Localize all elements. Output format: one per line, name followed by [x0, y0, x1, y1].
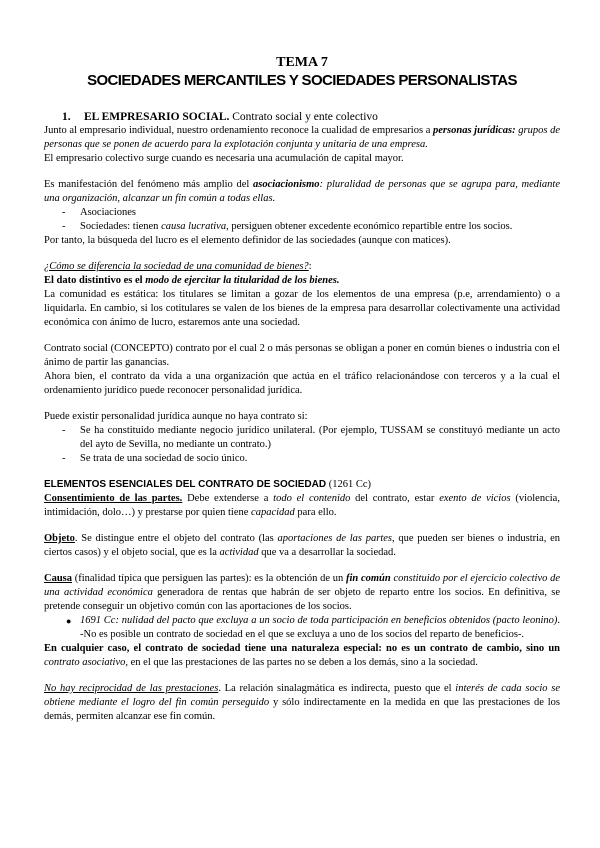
question-comunidad [44, 260, 560, 274]
spacer [44, 560, 560, 572]
text-run: (finalidad típica que persiguen las partes): es la obtención de un [72, 573, 346, 584]
text-run: del contrato, estar [350, 493, 440, 504]
section-heading-bold: EL EMPRESARIO SOCIAL. [84, 111, 230, 123]
dash-icon: - [62, 207, 66, 218]
text-run: para ello. [294, 507, 337, 518]
text-run-italic: interés de cada socio se obtiene mediante el logro del fin común perseguido [44, 683, 560, 708]
text-run: , que pueden ser bienes o industria, en ciertos casos) y el objeto social, que es la [44, 533, 560, 558]
section-number: 1. [62, 111, 71, 123]
document-page [44, 56, 560, 724]
text-run-underlined: Causa [44, 573, 73, 584]
paragraph-consentimiento [44, 492, 560, 520]
spacer [44, 670, 560, 682]
text-run: . La relación sinalagmática es indirecta, puesto que el [218, 683, 456, 694]
text-run-bold-italic: fin común [346, 573, 391, 584]
text-run-underlined: ¿Cómo se diferencia la sociedad de una comunidad de bienes? [44, 261, 309, 272]
text-run-italic: contrato asociativo, [44, 657, 128, 668]
heading-ref: (1261 Cc) [326, 479, 371, 490]
text-run: Junto al empresario individual, nuestro ordenamiento reconoce la cualidad de empresarios a [44, 125, 434, 136]
text-run: : [308, 261, 312, 272]
paragraph-contrato-asociativo [44, 642, 560, 670]
text-run-italic: causa lucrativa [161, 221, 227, 232]
text-run: (violencia, intimidación, dolo…) y prestarse por quien tiene [44, 493, 560, 518]
text-run-underlined: Consentimiento de las partes. [44, 493, 183, 504]
document-subtitle: SOCIEDADES MERCANTILES Y SOCIEDADES PERSONALISTAS [87, 72, 517, 89]
list-item [44, 220, 560, 234]
text-run-underlined: No hay reciprocidad de las prestaciones [44, 683, 219, 694]
paragraph-reciprocidad [44, 682, 560, 724]
section-heading-rest: Contrato social y ente colectivo [229, 111, 378, 123]
paragraph-comunidad-estatica: La comunidad es estática: los titulares se limitan a gozar de los elementos de una empresa (p.e, arrendamiento) o a liquidarla. En cambio, si los cotitulares se valen de los bienes de la empresa para desarrollar colectivamente una actividad económica con ánimo de lucro, estaremos ante una sociedad. [44, 289, 560, 328]
bullet-dot-icon: ● [66, 616, 72, 626]
spacer [44, 166, 560, 178]
text-run-italic: actividad [219, 547, 259, 558]
list-pacto-leonino [44, 614, 560, 642]
list-personalidad [44, 424, 560, 466]
list-item [44, 206, 560, 220]
list-item-text: Se trata de una sociedad de socio único. [80, 453, 248, 464]
paragraph-dato-distintivo [44, 274, 560, 288]
list-asociaciones [44, 206, 560, 234]
list-item [44, 424, 560, 452]
elements-heading [44, 478, 560, 492]
paragraph-empresario [44, 124, 560, 152]
spacer [44, 248, 560, 260]
text-run-underlined: Objeto [44, 533, 75, 544]
text-run-italic: : pluralidad de personas que se agrupa para, mediante una organización, alcanzar un fin común a todas ellas. [44, 179, 561, 204]
list-item-text: Se ha constituido mediante negocio jurídico unilateral. (Por ejemplo, TUSSAM se constituyó mediante un acto del ayto de Sevilla, no mediante un contrato.) [80, 425, 560, 450]
paragraph-organizacion: Ahora bien, el contrato da vida a una organización que actúa en el tráfico relacionándose con terceros y a la cual el ordenamiento jurídico puede reconocer personalidad jurídica. [44, 371, 560, 396]
text-run: en el que las prestaciones de las partes no se deben a los demás, sino a la sociedad. [128, 657, 478, 668]
spacer [44, 398, 560, 410]
dash-icon: - [62, 221, 66, 232]
spacer [44, 520, 560, 532]
paragraph-objeto [44, 532, 560, 560]
dash-icon: - [62, 425, 66, 436]
paragraph-causa [44, 572, 560, 614]
paragraph-lucro: Por tanto, la búsqueda del lucro es el elemento definidor de las sociedades (aunque con matices). [44, 235, 451, 246]
text-run-bold-italic: asociacionismo [253, 179, 320, 190]
list-item-text: Asociaciones [80, 207, 136, 218]
paragraph-personalidad: Puede existir personalidad jurídica aunque no haya contrato si: [44, 411, 308, 422]
text-run-italic: constituido por el ejercicio colectivo de una actividad económica [44, 573, 560, 598]
text-run: y sólo indirectamente en la medida en que las prestaciones de los demás, permiten alcanzar ese fin común. [44, 697, 560, 722]
paragraph-empresario-colectivo: El empresario colectivo surge cuando es necesaria una acumulación de capital mayor. [44, 153, 404, 164]
text-run-bold: El dato distintivo es el [44, 275, 146, 286]
spacer [44, 330, 560, 342]
text-run-bold: En cualquier caso, el contrato de sociedad tiene una naturaleza especial: no es un contrato de cambio, sino un [44, 643, 560, 654]
text-run: que va a desarrollar la sociedad. [258, 547, 396, 558]
dash-icon: - [62, 453, 66, 464]
list-item [44, 614, 560, 642]
heading-text: ELEMENTOS ESENCIALES DEL CONTRATO DE SOCIEDAD [44, 479, 327, 490]
text-run: generadora de rentas que habrán de ser objeto de reparto entre los socios. En definitiva, se pretende conseguir un objetivo común con las aportaciones de los socios. [44, 587, 560, 612]
paragraph-contrato-social: Contrato social (CONCEPTO) contrato por el cual 2 o más personas se obligan a poner en común bienes o industria con el ánimo de partir las ganancias. [44, 343, 560, 368]
text-run: . -No es posible un contrato de sociedad en el que se excluya a uno de los socios del reparto de beneficios-. [80, 615, 560, 640]
text-run-bold-italic: personas jurídicas: [433, 125, 516, 136]
spacer [44, 466, 560, 478]
text-run-italic: capacidad [251, 507, 295, 518]
list-item-text: , persiguen obtener excedente económico repartible entre los socios. [226, 221, 513, 232]
list-item-text: Sociedades: tienen [80, 221, 162, 232]
section-heading-1 [62, 110, 560, 124]
text-run-italic: exento de vicios [439, 493, 511, 504]
text-run-italic: 1691 Cc: nulidad del pacto que excluya a un socio de toda participación en beneficios obtenidos (pacto leonino) [80, 615, 558, 626]
text-run-italic: aportaciones de las partes [277, 533, 393, 544]
text-run-italic: todo el contenido [273, 493, 351, 504]
document-title: TEMA 7 [276, 55, 328, 70]
text-run-bold-italic: modo de ejercitar la titularidad de los bienes. [145, 275, 340, 286]
paragraph-asociacionismo [44, 178, 560, 206]
text-run: . Se distingue entre el objeto del contrato (las [74, 533, 278, 544]
list-item [44, 452, 560, 466]
text-run-italic: grupos de personas que se ponen de acuerdo para la explotación conjunta y unitaria de una empresa. [44, 125, 561, 150]
text-run: Es manifestación del fenómeno más amplio del [44, 179, 254, 190]
text-run: Debe extenderse a [182, 493, 274, 504]
